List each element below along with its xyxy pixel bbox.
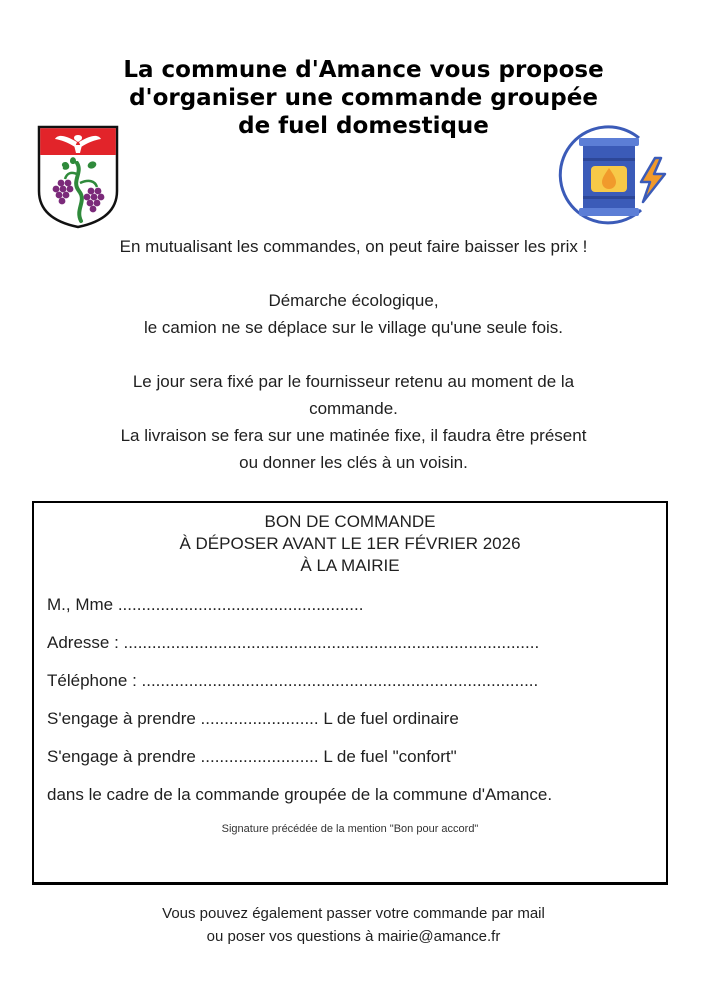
- address-field[interactable]: Adresse : ........................................................................................: [47, 633, 540, 652]
- village-coat-of-arms-icon: [37, 125, 119, 229]
- intro-text: [40, 233, 667, 476]
- title-line-3: de fuel domestique: [238, 113, 489, 139]
- name-field[interactable]: M., Mme ....................................................: [47, 595, 364, 614]
- order-form-heading: [34, 511, 666, 577]
- order-form: [32, 501, 668, 885]
- intro-paragraph-3-line-1: Le jour sera fixé par le fournisseur retenu au moment de la: [132, 372, 575, 391]
- title-line-2: d'organiser une commande groupée: [129, 85, 598, 111]
- footer: [60, 902, 647, 948]
- intro-paragraph-1: En mutualisant les commandes, on peut faire baisser les prix !: [119, 237, 588, 256]
- form-heading-line-2: À DÉPOSER AVANT LE 1ER FÉVRIER 2026: [179, 534, 521, 553]
- form-heading-line-1: BON DE COMMANDE: [264, 512, 436, 531]
- title-line-1: La commune d'Amance vous propose: [123, 57, 604, 83]
- signature-note: Signature précédée de la mention "Bon pour accord": [221, 823, 479, 835]
- lightning-icon: [641, 158, 665, 202]
- form-context-text: dans le cadre de la commande groupée de la commune d'Amance.: [47, 785, 553, 804]
- intro-paragraph-2-line-2: le camion ne se déplace sur le village qu'une seule fois.: [143, 318, 564, 337]
- intro-paragraph-3-line-3: La livraison se fera sur une matinée fixe, il faudra être présent: [120, 426, 587, 445]
- intro-paragraph-3-line-2: commande.: [309, 399, 398, 418]
- footer-line-2: ou poser vos questions à mairie@amance.fr: [206, 928, 501, 945]
- footer-line-1: Vous pouvez également passer votre commande par mail: [162, 905, 545, 922]
- phone-field[interactable]: Téléphone : ....................................................................................: [47, 671, 539, 690]
- intro-paragraph-3-line-4: ou donner les clés à un voisin.: [239, 453, 468, 472]
- fuel-barrel-energy-icon: [553, 118, 671, 226]
- intro-paragraph-2-line-1: Démarche écologique,: [268, 291, 439, 310]
- comfort-fuel-quantity-field[interactable]: S'engage à prendre ......................... L de fuel "confort": [47, 747, 457, 766]
- form-heading-line-3: À LA MAIRIE: [300, 556, 400, 575]
- ordinary-fuel-quantity-field[interactable]: S'engage à prendre ......................... L de fuel ordinaire: [47, 709, 459, 728]
